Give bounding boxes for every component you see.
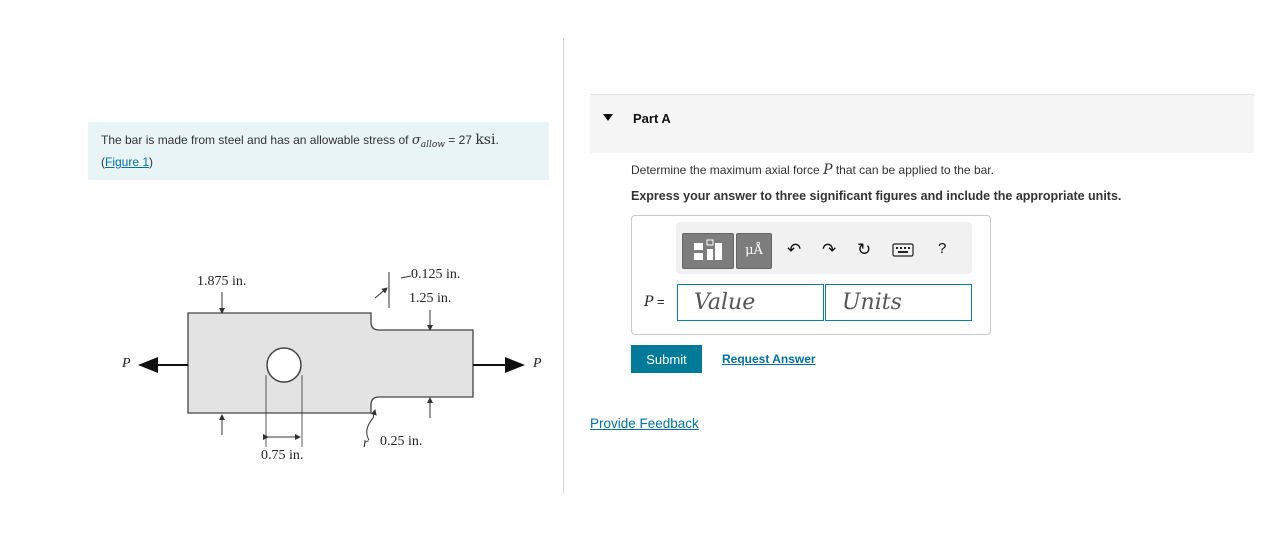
sigma-symbol: σ [411,133,421,148]
figure-link-open: ( [101,155,105,169]
part-a-header[interactable] [590,94,1254,153]
submit-button[interactable]: Submit [631,345,702,373]
keyboard-icon[interactable] [892,242,914,262]
templates-icon [683,234,733,268]
panel-divider [563,38,564,493]
dim-width-right: 1.25 in. [409,291,452,306]
collapse-caret-icon[interactable] [603,114,613,121]
problem-statement [88,122,549,180]
units-button[interactable]: μÅ [736,233,772,269]
stress-unit: ksi [475,132,496,148]
value-input[interactable]: Value [677,284,824,321]
undo-icon[interactable]: ↶ [787,240,802,259]
bar-hole [267,348,301,382]
dim-hole: 0.75 in. [261,448,304,463]
request-answer-link[interactable]: Request Answer [722,352,816,366]
figure-link-close: ) [149,155,154,169]
figure-1 [105,250,555,480]
load-label-left: P [122,356,131,371]
dim-step: 0.125 in. [411,267,461,282]
reset-icon[interactable]: ↻ [857,240,872,259]
bar-drawing [105,250,555,480]
equation-label [644,294,665,310]
question-text: Determine the maximum axial force P that can be applied to the bar. [631,162,994,178]
templates-button[interactable] [682,233,734,269]
equation-equals: = [653,294,665,309]
equation-variable: P [644,294,654,310]
figure-link[interactable]: Figure 1 [105,155,150,169]
provide-feedback-link[interactable]: Provide Feedback [590,416,699,431]
units-input[interactable]: Units [825,284,972,321]
answer-instruction: Express your answer to three significant figures and include the appropriate units. [631,189,1122,203]
load-label-right: P [533,356,542,371]
stress-value: = 27 [444,133,476,147]
radius-prefix: r [363,436,369,451]
dim-width-left: 1.875 in. [197,274,247,289]
question-variable: P [823,162,833,178]
sigma-subscript: allow [420,140,445,150]
answer-box [631,215,991,335]
dim-radius: 0.25 in. [380,434,423,449]
help-icon[interactable]: ? [938,240,947,257]
math-toolbar [676,222,972,274]
part-a-title: Part A [633,111,671,126]
redo-icon[interactable]: ↷ [822,240,837,259]
problem-period: . [495,133,499,147]
problem-text: The bar is made from steel and has an allowable stress of [101,133,412,147]
